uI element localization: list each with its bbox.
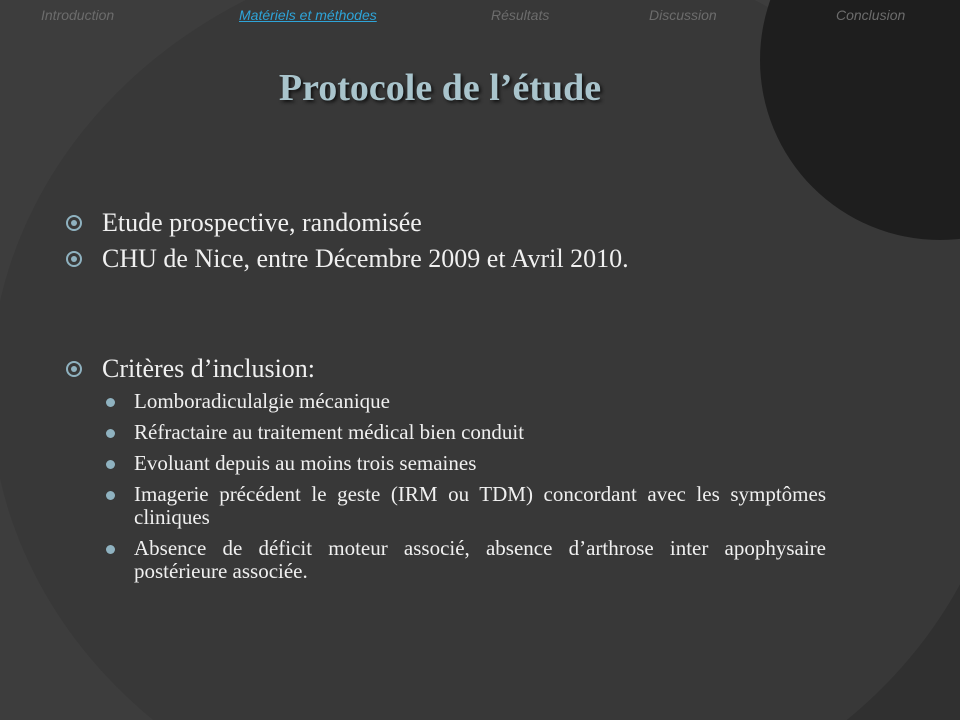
- nav-item-conclusion[interactable]: Conclusion: [836, 7, 906, 23]
- list-item: [106, 452, 826, 475]
- list-item-text: Absence de déficit moteur associé, absence d’arthrose inter apophysaire postérieure associée.: [134, 536, 826, 583]
- slide-title: Protocole de l’étude: [278, 67, 602, 109]
- nav-item-introduction[interactable]: Introduction: [41, 7, 115, 23]
- dot-bullet-icon: [106, 545, 115, 554]
- bullet-text: Etude prospective, randomisée: [102, 208, 422, 237]
- dot-bullet-icon: [106, 460, 115, 469]
- list-item-text: Imagerie précédent le geste (IRM ou TDM) concordant avec les symptômes cliniques: [134, 482, 826, 529]
- dot-bullet-icon: [106, 398, 115, 407]
- dot-bullet-icon: [106, 491, 115, 500]
- list-item: [106, 537, 826, 583]
- target-bullet-icon: [66, 251, 82, 267]
- bullet-text: CHU de Nice, entre Décembre 2009 et Avril 2010.: [102, 244, 629, 273]
- target-bullet-icon: [66, 215, 82, 231]
- list-item: [106, 483, 826, 529]
- bullet-text: Critères d’inclusion:: [102, 354, 316, 383]
- list-item-text: Lomboradiculalgie mécanique: [134, 389, 390, 413]
- list-item-text: Réfractaire au traitement médical bien conduit: [134, 420, 525, 444]
- dot-bullet-icon: [106, 429, 115, 438]
- list-item: [106, 390, 826, 413]
- target-bullet-icon: [66, 361, 82, 377]
- nav-item-resultats[interactable]: Résultats: [491, 7, 550, 23]
- list-item-text: Evoluant depuis au moins trois semaines: [134, 451, 477, 475]
- section-nav: [0, 0, 960, 32]
- nav-item-materiels-et-methodes[interactable]: Matériels et méthodes: [239, 7, 377, 23]
- list-item: [106, 421, 826, 444]
- inclusion-criteria-list: [106, 390, 826, 591]
- nav-item-discussion[interactable]: Discussion: [649, 7, 717, 23]
